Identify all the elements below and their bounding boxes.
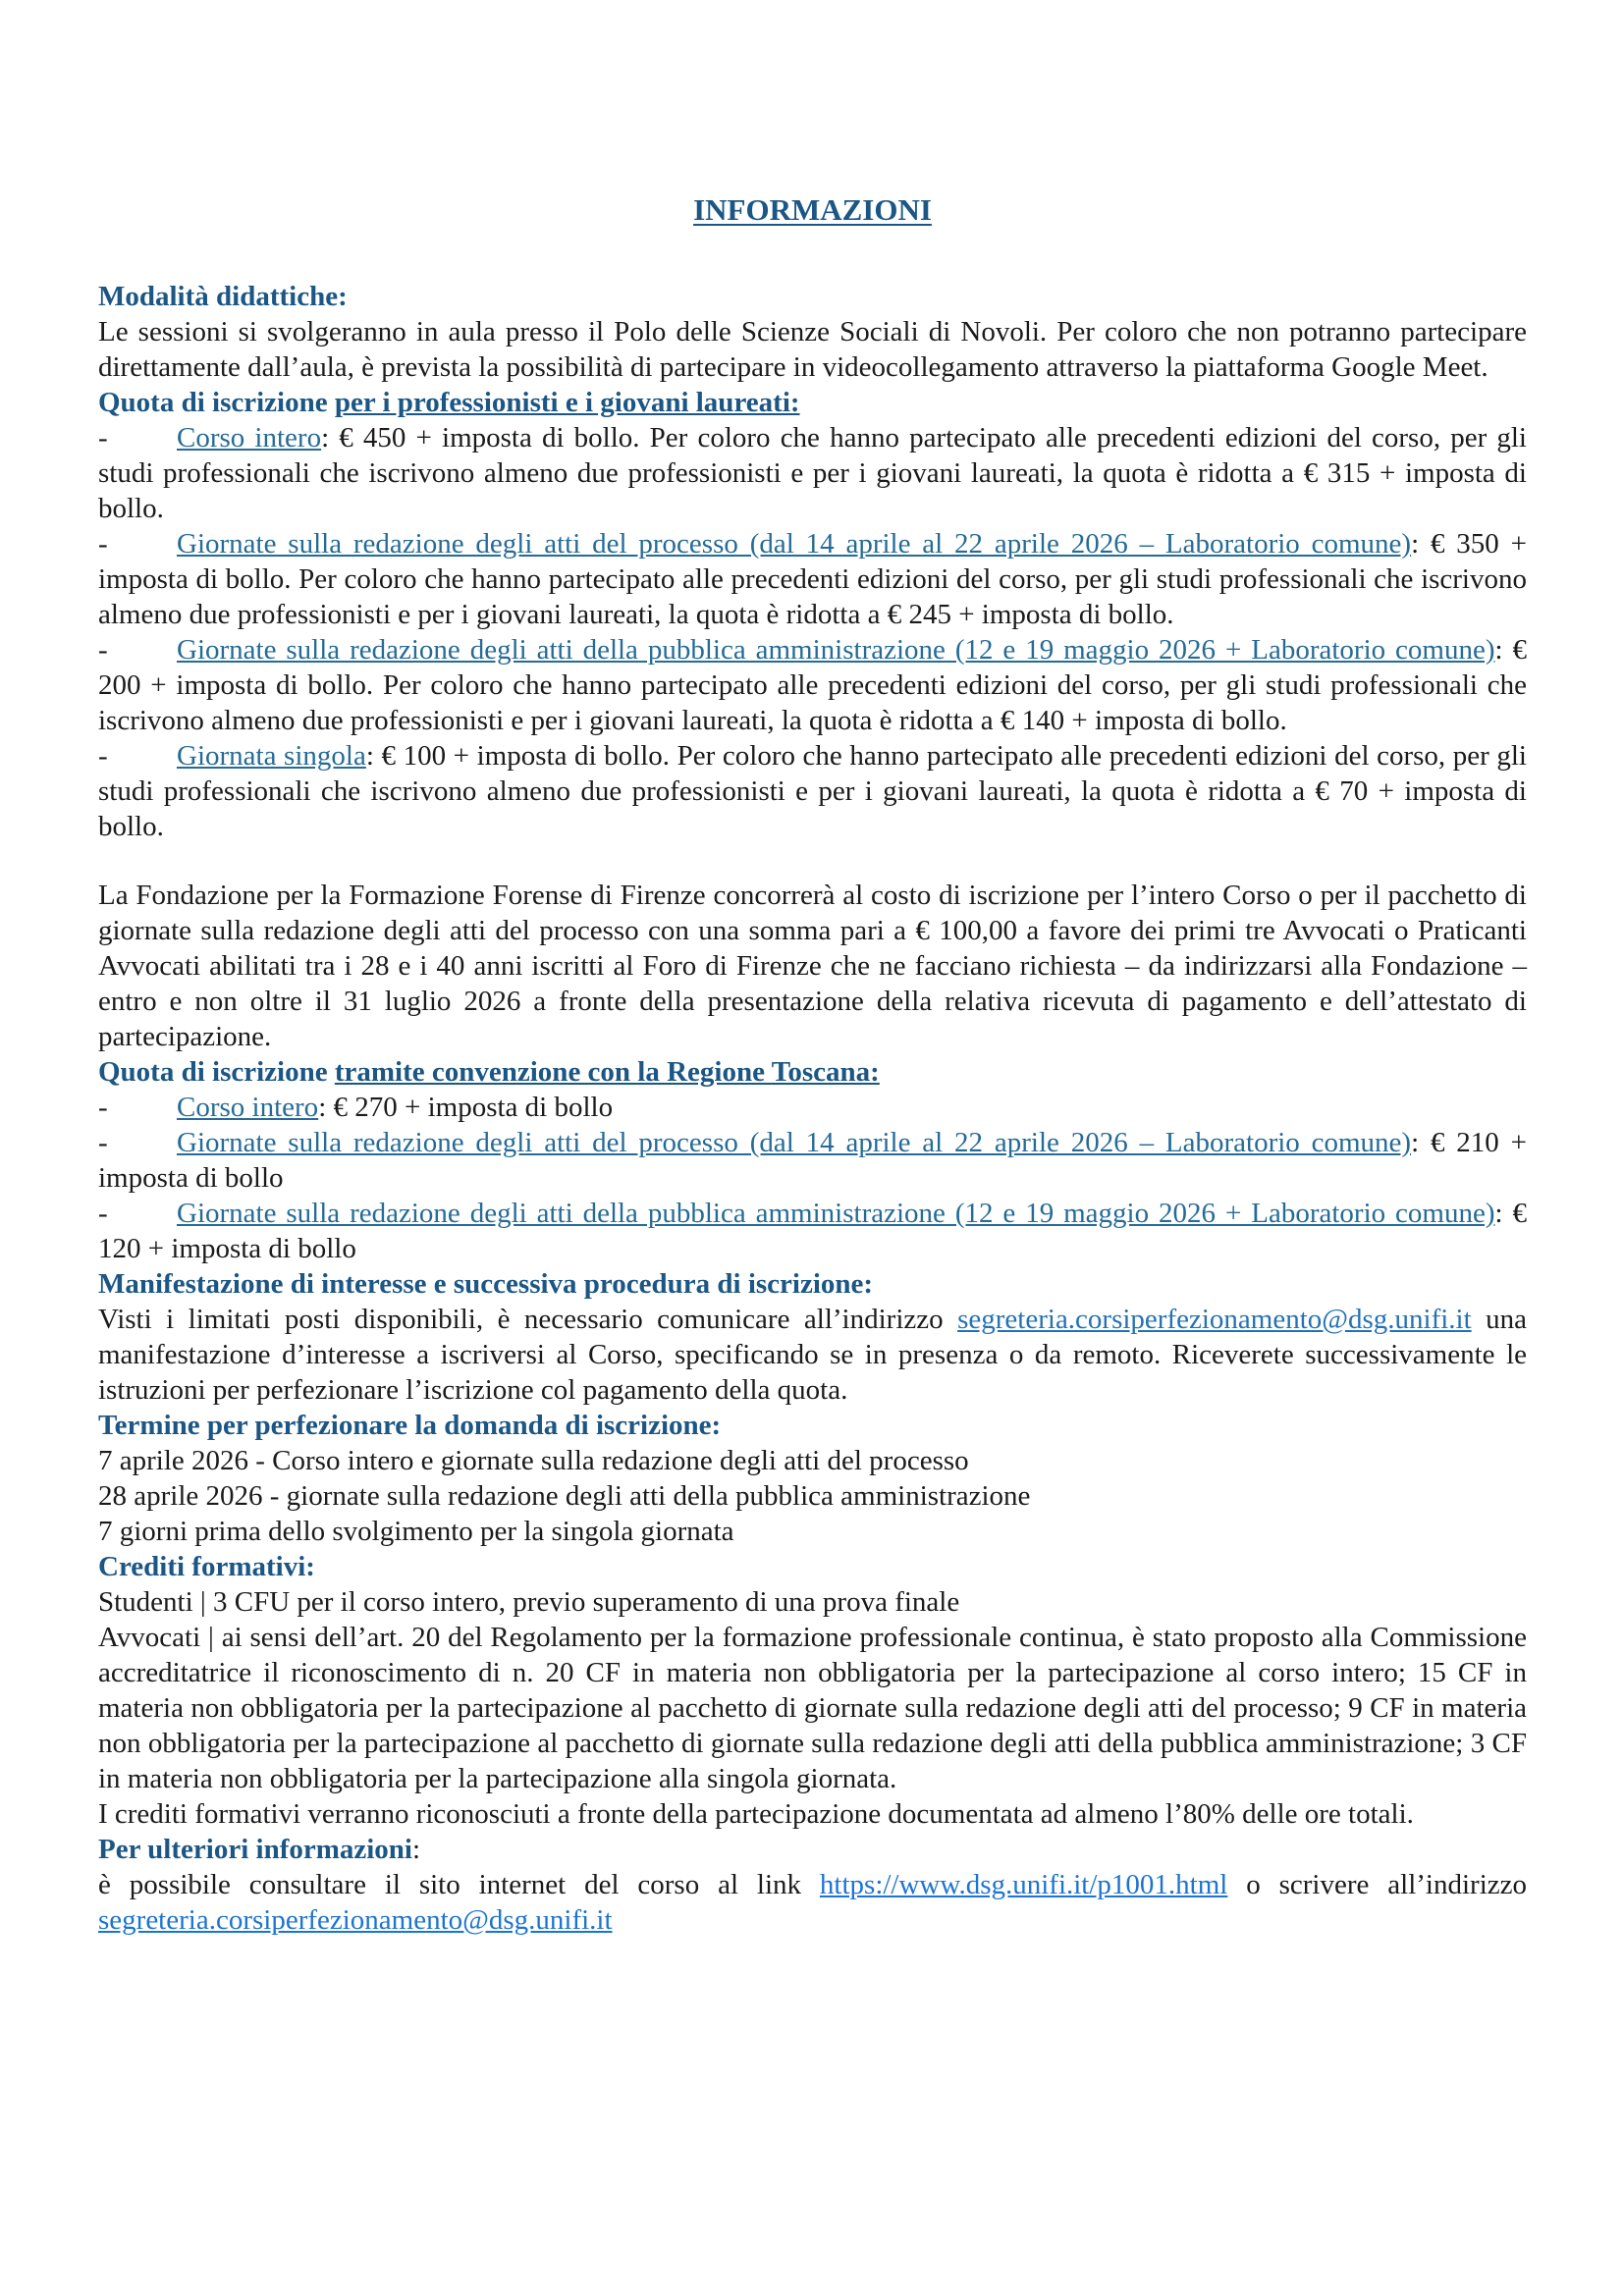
section-ulteriori-informazioni <box>98 1832 1527 1938</box>
link-giornate-atti-processo[interactable]: Giornate sulla redazione degli atti del processo (dal 14 aprile al 22 aprile 2026 – Laboratorio comune) <box>177 528 1412 560</box>
manifestazione-text-before: Visti i limitati posti disponibili, è necessario comunicare all’indirizzo <box>98 1304 958 1335</box>
heading-manifestazione-interesse: Manifestazione di interesse e successiva procedura di iscrizione: <box>98 1268 874 1300</box>
link-giornata-singola[interactable]: Giornata singola <box>177 740 366 772</box>
list-item-giornate-processo-regione <box>98 1125 1527 1196</box>
heading-colored-text: Per ulteriori informazioni <box>98 1834 412 1865</box>
manifestazione-text-after: una manifestazione d’interesse a iscriversi al Corso, specificando se in presenza o da remoto. Riceverete successivamente le istruzioni per perfezionare l’iscrizione col pagamento della quota. <box>98 1304 1528 1406</box>
bullet-dash: - <box>98 528 108 560</box>
heading-plain-text: Quota di iscrizione <box>98 1056 335 1088</box>
ulteriori-paragraph <box>98 1867 1527 1938</box>
fondazione-paragraph: La Fondazione per la Formazione Forense di Firenze concorrerà al costo di iscrizione per l’intero Corso o per il pacchetto di giornate sulla redazione degli atti del processo con una somma pari a € 100,00 a favore dei primi tre Avvocati o Praticanti Avvocati abilitati tra i 28 e i 40 anni iscritti al Foro di Firenze che ne facciano richiesta – da indirizzarsi alla Fondazione – entro e non oltre il 31 luglio 2026 a fronte della presentazione della relativa ricevuta di pagamento e dell’attestato di partecipazione. <box>98 880 1527 1052</box>
link-corso-url[interactable]: https://www.dsg.unifi.it/p1001.html <box>819 1869 1228 1900</box>
heading-quota-professionisti <box>98 385 1527 420</box>
heading-colon: : <box>412 1834 421 1865</box>
termine-line-corso-intero: 7 aprile 2026 - Corso intero e giornate sulla redazione degli atti del processo <box>98 1445 969 1476</box>
link-giornate-atti-processo-regione[interactable]: Giornate sulla redazione degli atti del processo (dal 14 aprile al 22 aprile 2026 – Laboratorio comune) <box>177 1127 1412 1158</box>
heading-underlined-text: tramite convenzione con la Regione Toscana: <box>334 1056 880 1088</box>
link-email-segreteria-footer[interactable]: segreteria.corsiperfezionamento@dsg.unifi.it <box>98 1904 613 1936</box>
ulteriori-text-middle: o scrivere all’indirizzo <box>1227 1869 1527 1900</box>
section-quota-regione-toscana <box>98 1054 1527 1266</box>
ulteriori-text-before: è possibile consultare il sito internet del corso al link <box>98 1869 820 1900</box>
section-modalita-didattiche <box>98 279 1527 385</box>
link-corso-intero[interactable]: Corso intero <box>177 422 322 454</box>
bullet-dash: - <box>98 1198 108 1229</box>
link-giornate-pubblica-amministrazione[interactable]: Giornate sulla redazione degli atti della pubblica amministrazione (12 e 19 maggio 2026 + Laboratorio comune) <box>177 634 1495 666</box>
section-termine-iscrizione <box>98 1408 1527 1549</box>
item-text: : € 200 + imposta di bollo. Per coloro che hanno partecipato alle precedenti edizioni del corso, per gli studi professionali che iscrivono almeno due professionisti e per i giovani laureati, la quota è ridotta a € 140 + imposta di bollo. <box>98 634 1527 736</box>
crediti-line-studenti: Studenti | 3 CFU per il corso intero, previo superamento di una prova finale <box>98 1586 960 1618</box>
item-text: : € 120 + imposta di bollo <box>98 1198 1527 1264</box>
bullet-dash: - <box>98 1127 108 1158</box>
section-quota-professionisti <box>98 385 1527 844</box>
item-text: : € 450 + imposta di bollo. Per coloro che hanno partecipato alle precedenti edizioni del corso, per gli studi professionali che iscrivono almeno due professionisti e per i giovani laureati, la quota è ridotta a € 315 + imposta di bollo. <box>98 422 1527 524</box>
item-text: : € 210 + imposta di bollo <box>98 1127 1527 1194</box>
bullet-dash: - <box>98 1092 108 1123</box>
list-item-giornate-processo <box>98 526 1527 632</box>
modalita-body: Le sessioni si svolgeranno in aula presso il Polo delle Scienze Sociali di Novoli. Per coloro che non potranno partecipare direttamente dall’aula, è prevista la possibilità di partecipare in videocollegamento attraverso la piattaforma Google Meet. <box>98 316 1527 383</box>
termine-line-pubblica-amministrazione: 28 aprile 2026 - giornate sulla redazione degli atti della pubblica amministrazione <box>98 1480 1031 1512</box>
bullet-dash: - <box>98 740 108 772</box>
link-corso-intero-regione[interactable]: Corso intero <box>177 1092 319 1123</box>
bullet-dash: - <box>98 634 108 666</box>
page-title-text: INFORMAZIONI <box>693 192 932 227</box>
list-item-giornate-pa-regione <box>98 1196 1527 1266</box>
bullet-dash: - <box>98 422 108 454</box>
list-item-giornate-pubblica-amministrazione <box>98 632 1527 738</box>
item-text: : € 100 + imposta di bollo. Per coloro che hanno partecipato alle precedenti edizioni del corso, per gli studi professionali che iscrivono almeno due professionisti e per i giovani laureati, la quota è ridotta a € 70 + imposta di bollo. <box>98 740 1527 842</box>
link-giornate-pa-regione[interactable]: Giornate sulla redazione degli atti della pubblica amministrazione (12 e 19 maggio 2026 + Laboratorio comune) <box>177 1198 1495 1229</box>
page-title <box>98 192 1527 228</box>
heading-plain-text: Quota di iscrizione <box>98 387 335 418</box>
heading-ulteriori-informazioni <box>98 1832 1527 1867</box>
heading-termine-iscrizione: Termine per perfezionare la domanda di iscrizione: <box>98 1410 722 1441</box>
list-item-giornata-singola <box>98 738 1527 844</box>
termine-line-singola-giornata: 7 giorni prima dello svolgimento per la singola giornata <box>98 1516 734 1547</box>
section-manifestazione-interesse <box>98 1266 1527 1408</box>
crediti-paragraph-avvocati: Avvocati | ai sensi dell’art. 20 del Regolamento per la formazione professionale continua, è stato proposto alla Commissione accreditatrice il riconoscimento di n. 20 CF in materia non obbligatoria per la partecipazione al corso intero; 15 CF in materia non obbligatoria per la partecipazione al pacchetto di giornate sulla redazione degli atti del processo; 9 CF in materia non obbligatoria per la partecipazione al pacchetto di giornate sulla redazione degli atti della pubblica amministrazione; 3 CF in materia non obbligatoria per la partecipazione alla singola giornata. <box>98 1622 1527 1794</box>
item-text: : € 270 + imposta di bollo <box>318 1092 614 1123</box>
heading-underlined-text: per i professionisti e i giovani laureati: <box>334 387 800 418</box>
list-item-corso-intero-regione <box>98 1090 1527 1125</box>
heading-quota-regione-toscana <box>98 1054 1527 1090</box>
manifestazione-paragraph <box>98 1302 1527 1408</box>
section-fondazione <box>98 878 1527 1054</box>
list-item-corso-intero <box>98 420 1527 526</box>
item-text: : € 350 + imposta di bollo. Per coloro che hanno partecipato alle precedenti edizioni del corso, per gli studi professionali che iscrivono almeno due professionisti e per i giovani laureati, la quota è ridotta a € 245 + imposta di bollo. <box>98 528 1527 630</box>
crediti-line-finale: I crediti formativi verranno riconosciuti a fronte della partecipazione documentata ad almeno l’80% delle ore totali. <box>98 1798 1414 1830</box>
heading-modalita-didattiche: Modalità didattiche: <box>98 281 348 312</box>
section-crediti-formativi <box>98 1549 1527 1832</box>
heading-crediti-formativi: Crediti formativi: <box>98 1551 315 1582</box>
link-email-segreteria[interactable]: segreteria.corsiperfezionamento@dsg.unifi.it <box>957 1304 1472 1335</box>
